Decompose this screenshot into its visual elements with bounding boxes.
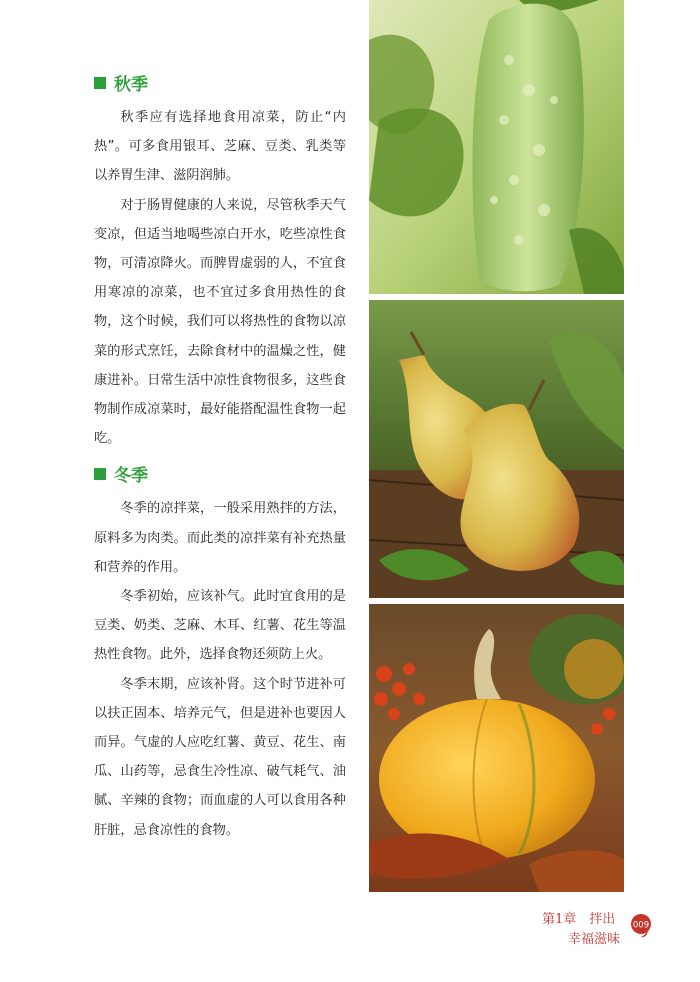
section-title: 冬季 bbox=[114, 466, 148, 487]
section-autumn bbox=[94, 70, 346, 453]
paragraph: 对于肠胃健康的人来说，尽管秋季天气变凉，但适当地喝些凉白开水，吃些凉性食物，可清凉降火。而脾胃虚弱的人，不宜食用寒凉的凉菜，也不宜过多食用热性的食物，这个时候，我们可以将热性的食物以凉菜的形式烹饪，去除食材中的温燥之性，健康进补。日常生活中凉性食物很多，这些食物制作成凉菜时，最好能搭配温性食物一起吃。 bbox=[94, 197, 346, 447]
square-bullet-icon bbox=[94, 468, 106, 480]
chapter-label: 第1章 拌出 bbox=[542, 912, 616, 927]
section-heading bbox=[94, 461, 346, 486]
page-number: 009 bbox=[632, 920, 650, 931]
section-title: 秋季 bbox=[114, 75, 148, 95]
square-bullet-icon bbox=[94, 77, 106, 89]
section-winter bbox=[94, 461, 346, 844]
bitter-melon-photo bbox=[369, 0, 624, 294]
paragraph: 秋季应有选择地食用凉菜，防止“内热”。可多食用银耳、芝麻、豆类、乳类等以养胃生津、滋阴润肺。 bbox=[94, 110, 346, 184]
pumpkin-photo bbox=[369, 604, 624, 892]
paragraph: 冬季初始，应该补气。此时宜食用的是豆类、奶类、芝麻、木耳、红薯、花生等温热性食物。此外，选择食物还须防上火。 bbox=[94, 589, 346, 663]
section-heading bbox=[94, 70, 346, 95]
page-number-icon bbox=[629, 912, 655, 938]
article-text-column bbox=[94, 70, 346, 845]
chapter-subtitle: 幸福滋味 bbox=[568, 932, 621, 947]
paragraph: 冬季的凉拌菜，一般采用熟拌的方法，原料多为肉类。而此类的凉拌菜有补充热量和营养的作用。 bbox=[94, 501, 346, 575]
paragraph: 冬季末期，应该补肾。这个时节进补可以扶正固本、培养元气，但是进补也要因人而异。气虚的人应吃红薯、黄豆、花生、南瓜、山药等，忌食生冷性凉、破气耗气、油腻、辛辣的食物；而血虚的人可以食用各种肝脏，忌食凉性的食物。 bbox=[94, 676, 346, 838]
page-footer bbox=[530, 908, 650, 948]
pears-photo bbox=[369, 300, 624, 598]
